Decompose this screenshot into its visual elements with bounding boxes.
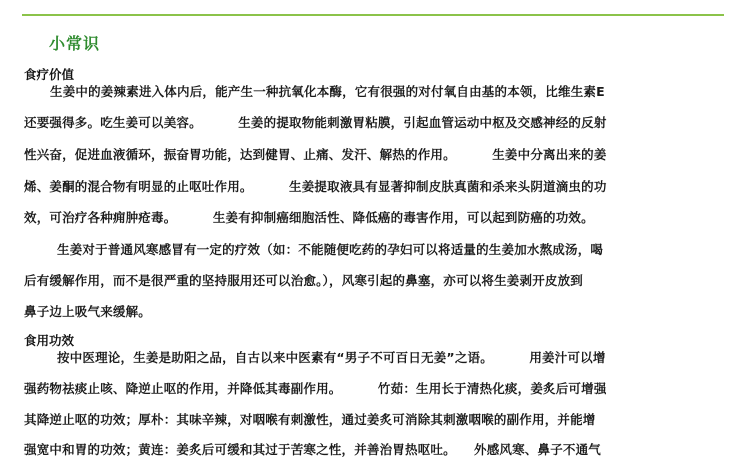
top-divider	[22, 14, 724, 16]
paragraph-line: 还要强得多。吃生姜可以美容。 生姜的提取物能刺激胃粘膜，引起血管运动中枢及交感神经的反射	[24, 115, 607, 130]
paragraph-line: 按中医理论，生姜是助阳之品，自古以来中医素有“男子不可百日无姜”之语。 用姜汁可以增	[57, 350, 606, 365]
paragraph-line: 效，可治疗各种痈肿疮毒。 生姜有抑制癌细胞活性、降低癌的毒害作用，可以起到防癌的功效。	[24, 210, 594, 225]
paragraph-line: 其降逆止呕的功效；厚朴：其味辛辣，对咽喉有刺激性，通过姜炙可消除其刺激咽喉的副作用，并能增	[24, 412, 596, 427]
paragraph-line: 鼻子边上吸气来缓解。	[24, 304, 152, 319]
paragraph-line: 强药物祛痰止咳、降逆止呕的作用，并降低其毒副作用。 竹茹：生用长于清热化痰，姜炙后可增强	[24, 381, 607, 396]
food-value-heading: 食疗价值	[24, 67, 75, 82]
paragraph-line: 烯、姜酮的混合物有明显的止呕吐作用。 生姜提取液具有显著抑制皮肤真菌和杀来头阴道滴虫的功	[24, 179, 607, 194]
paragraph-line: 强宽中和胃的功效；黄连：姜炙后可缓和其过于苦寒之性，并善治胃热呕吐。 外感风寒、鼻子不通气	[24, 442, 602, 457]
paragraph-line: 后有缓解作用，而不是很严重的坚持服用还可以治愈。），风寒引起的鼻塞，亦可以将生姜剥开皮放到	[24, 273, 584, 288]
paragraph-line: 生姜对于普通风寒感冒有一定的疗效（如：不能随便吃药的孕妇可以将适量的生姜加水熬成汤，喝	[57, 242, 604, 257]
paragraph-line: 性兴奋，促进血液循环，振奋胃功能，达到健胃、止痛、发汗、解热的作用。 生姜中分离出来的姜	[24, 147, 607, 162]
section-title: 小常识	[49, 34, 101, 53]
paragraph-line: 生姜中的姜辣素进入体内后，能产生一种抗氧化本酶，它有很强的对付氧自由基的本领，比维生素E	[50, 84, 605, 99]
edible-effect-heading: 食用功效	[24, 333, 75, 348]
